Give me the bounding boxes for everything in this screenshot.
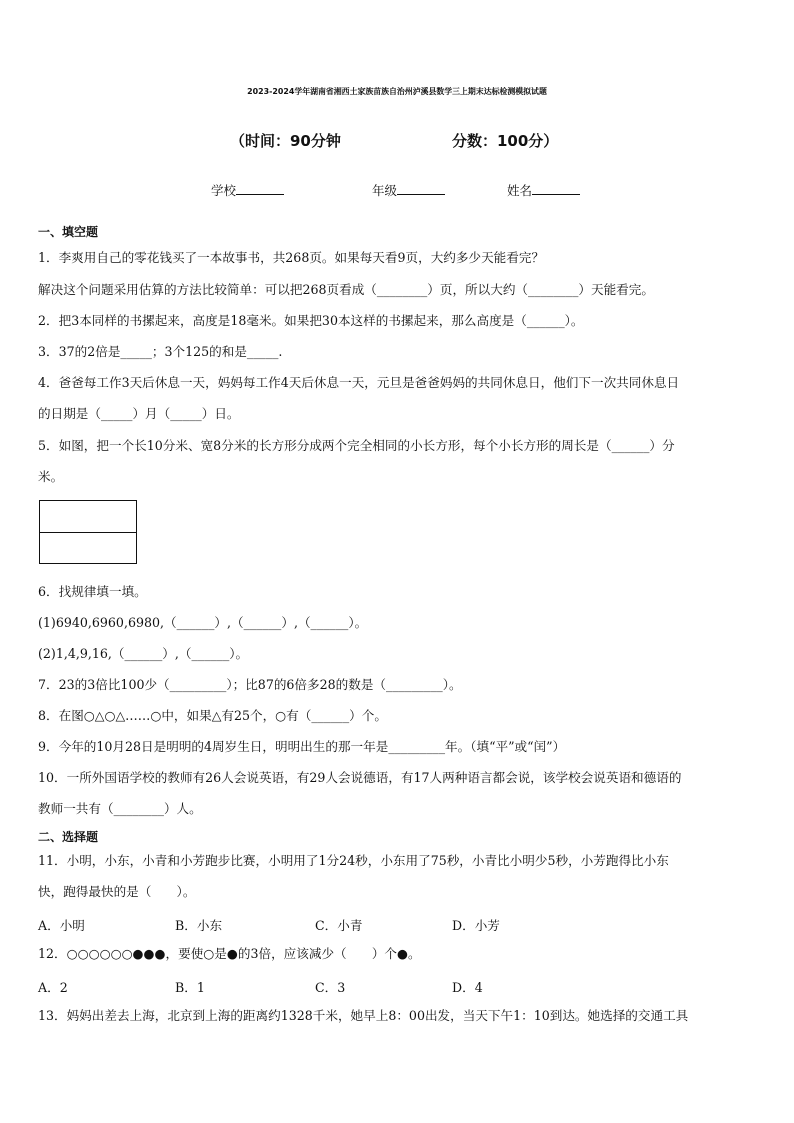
question-5-text: 5．如图，把一个长10分米、宽8分米的长方形分成两个完全相同的小长方形，每个小长方形的周长是（______）分 xyxy=(38,438,675,453)
question-12-option-b[interactable]: B．1 xyxy=(175,980,205,995)
question-8: 8．在图○△○△……○中，如果△有25个，○有（______）个。 xyxy=(38,708,387,723)
question-12-option-a[interactable]: A．2 xyxy=(38,980,68,995)
grade-blank[interactable] xyxy=(397,182,445,195)
question-2: 2．把3本同样的书摞起来，高度是18毫米。如果把30本这样的书摞起来，那么高度是（______）。 xyxy=(38,313,584,328)
rectangle-divider-line xyxy=(40,532,136,533)
question-6-part-2: (2)1,4,9,16,（______）,（______）。 xyxy=(38,646,249,661)
question-9: 9．今年的10月28日是明明的4周岁生日，明明出生的那一年是_________年。（填“平”或“闰”） xyxy=(38,739,566,754)
name-label: 姓名 xyxy=(507,183,533,198)
question-10-text: 10．一所外国语学校的教师有26人会说英语，有29人会说德语，有17人两种语言都会说，该学校会说英语和德语的 xyxy=(38,770,682,785)
rectangle-figure xyxy=(39,500,137,564)
grade-label: 年级 xyxy=(372,183,398,198)
name-blank[interactable] xyxy=(532,182,580,195)
question-4-text: 4．爸爸每工作3天后休息一天，妈妈每工作4天后休息一天，元旦是爸爸妈妈的共同休息日，他们下一次共同休息日 xyxy=(38,375,680,390)
exam-time: （时间：90分钟 xyxy=(230,132,341,150)
question-10-continuation: 教师一共有（________）人。 xyxy=(38,801,202,816)
question-11-option-b[interactable]: B．小东 xyxy=(175,918,223,933)
question-1-continuation: 解决这个问题采用估算的方法比较简单：可以把268页看成（________）页，所以大约（________）天能看完。 xyxy=(38,282,654,297)
question-11-option-a[interactable]: A．小明 xyxy=(38,918,85,933)
exam-score: 分数：100分） xyxy=(452,132,559,150)
school-field xyxy=(211,181,284,199)
paper-title: 2023-2024学年湖南省湘西土家族苗族自治州泸溪县数学三上期末达标检测模拟试题 xyxy=(247,87,547,96)
school-label: 学校 xyxy=(211,183,237,198)
question-7: 7．23的3倍比100少（_________）；比87的6倍多28的数是（_________）。 xyxy=(38,677,462,692)
question-12: 12．○○○○○○●●●，要使○是●的3倍，应该减少（ ）个●。 xyxy=(38,946,421,961)
question-11-option-d[interactable]: D．小芳 xyxy=(452,918,500,933)
question-12-option-c[interactable]: C．3 xyxy=(315,980,346,995)
grade-field xyxy=(372,181,445,199)
question-12-option-d[interactable]: D．4 xyxy=(452,980,483,995)
question-4-continuation: 的日期是（_____）月（_____）日。 xyxy=(38,406,240,421)
question-5-continuation: 米。 xyxy=(38,469,64,484)
question-11-text: 11．小明，小东，小青和小芳跑步比赛，小明用了1分24秒，小东用了75秒，小青比小明少5秒，小芳跑得比小东 xyxy=(38,853,669,868)
question-11-option-c[interactable]: C．小青 xyxy=(315,918,363,933)
question-13-text: 13．妈妈出差去上海，北京到上海的距离约1328千米，她早上8：00出发，当天下午1：10到达。她选择的交通工具 xyxy=(38,1008,689,1023)
question-6: 6．找规律填一填。 xyxy=(38,584,147,599)
question-1-text: 1．李爽用自己的零花钱买了一本故事书，共268页。如果每天看9页，大约多少天能看完？ xyxy=(38,250,545,265)
question-6-part-1: (1)6940,6960,6980,（______）,（______）,（______）。 xyxy=(38,615,368,630)
question-3: 3．37的2倍是_____；3个125的和是_____. xyxy=(38,344,283,359)
question-11-continuation: 快，跑得最快的是（ ）。 xyxy=(38,884,196,899)
name-field xyxy=(507,181,580,199)
section-fill-in: 一、填空题 xyxy=(38,225,99,239)
section-multiple-choice: 二、选择题 xyxy=(38,830,99,844)
school-blank[interactable] xyxy=(236,182,284,195)
